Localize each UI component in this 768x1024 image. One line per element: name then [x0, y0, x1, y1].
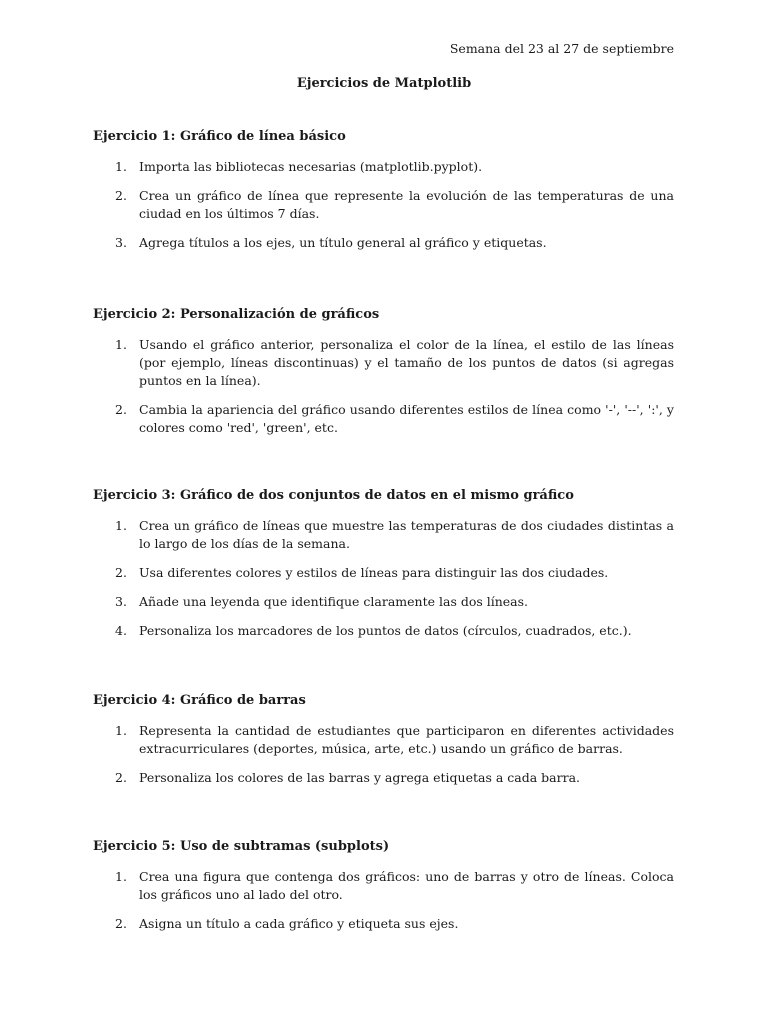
list-item [93, 401, 674, 437]
section-heading: Ejercicio 4: Gráfico de barras [93, 693, 306, 708]
item-text: Usa diferentes colores y estilos de líneas para distinguir las dos ciudades. [139, 565, 609, 580]
item-text: Representa la cantidad de estudiantes que participaron en diferentes actividades extracurriculares (deportes, música, arte, etc.) usando un gráfico de barras. [139, 723, 674, 756]
item-number: 3. [115, 235, 127, 250]
list-item [93, 517, 674, 553]
item-number: 1. [115, 723, 127, 738]
section-heading: Ejercicio 3: Gráfico de dos conjuntos de datos en el mismo gráfico [93, 488, 574, 503]
item-text: Añade una leyenda que identifique claramente las dos líneas. [139, 594, 529, 609]
section-exercise-5 [93, 838, 674, 944]
list-item [93, 622, 674, 640]
list-item [93, 234, 674, 252]
item-number: 2. [115, 402, 127, 417]
item-number: 2. [115, 770, 127, 785]
list-item [93, 868, 674, 904]
item-text: Usando el gráfico anterior, personaliza el color de la línea, el estilo de las líneas (por ejemplo, líneas discontinuas) y el tamaño de los puntos de datos (si agregas puntos en la línea). [139, 337, 674, 388]
exercise-list [93, 868, 674, 933]
item-number: 2. [115, 188, 127, 203]
item-number: 2. [115, 565, 127, 580]
list-item [93, 593, 674, 611]
item-number: 1. [115, 159, 127, 174]
item-number: 1. [115, 337, 127, 352]
item-text: Agrega títulos a los ejes, un título general al gráfico y etiquetas. [139, 235, 547, 250]
list-item [93, 915, 674, 933]
section-exercise-2 [93, 306, 674, 448]
item-text: Importa las bibliotecas necesarias (matplotlib.pyplot). [139, 159, 483, 174]
item-text: Cambia la apariencia del gráfico usando diferentes estilos de línea como '-', '--', ':', y colores como 'red', 'green', etc. [139, 402, 674, 435]
item-text: Asigna un título a cada gráfico y etiqueta sus ejes. [139, 916, 459, 931]
list-item [93, 187, 674, 223]
exercise-list [93, 336, 674, 437]
exercise-list [93, 158, 674, 252]
list-item [93, 564, 674, 582]
section-heading: Ejercicio 1: Gráfico de línea básico [93, 129, 346, 144]
section-exercise-4 [93, 692, 674, 798]
item-number: 2. [115, 916, 127, 931]
item-number: 4. [115, 623, 127, 638]
item-number: 1. [115, 518, 127, 533]
item-text: Personaliza los marcadores de los puntos de datos (círculos, cuadrados, etc.). [139, 623, 632, 638]
item-text: Crea un gráfico de línea que represente la evolución de las temperaturas de una ciudad en los últimos 7 días. [139, 188, 674, 221]
exercise-list [93, 517, 674, 640]
item-text: Personaliza los colores de las barras y agrega etiquetas a cada barra. [139, 770, 581, 785]
section-heading: Ejercicio 2: Personalización de gráficos [93, 307, 380, 322]
list-item [93, 158, 674, 176]
item-number: 1. [115, 869, 127, 884]
list-item [93, 336, 674, 390]
list-item [93, 722, 674, 758]
item-number: 3. [115, 594, 127, 609]
document-title: Ejercicios de Matplotlib [296, 76, 472, 91]
section-heading: Ejercicio 5: Uso de subtramas (subplots) [93, 839, 390, 854]
list-item [93, 769, 674, 787]
section-exercise-3 [93, 487, 674, 651]
item-text: Crea un gráfico de líneas que muestre las temperaturas de dos ciudades distintas a lo largo de los días de la semana. [139, 518, 674, 551]
item-text: Crea una figura que contenga dos gráficos: uno de barras y otro de líneas. Coloca los gráficos uno al lado del otro. [139, 869, 674, 902]
exercise-list [93, 722, 674, 787]
header-date: Semana del 23 al 27 de septiembre [449, 41, 674, 56]
section-exercise-1 [93, 128, 674, 263]
